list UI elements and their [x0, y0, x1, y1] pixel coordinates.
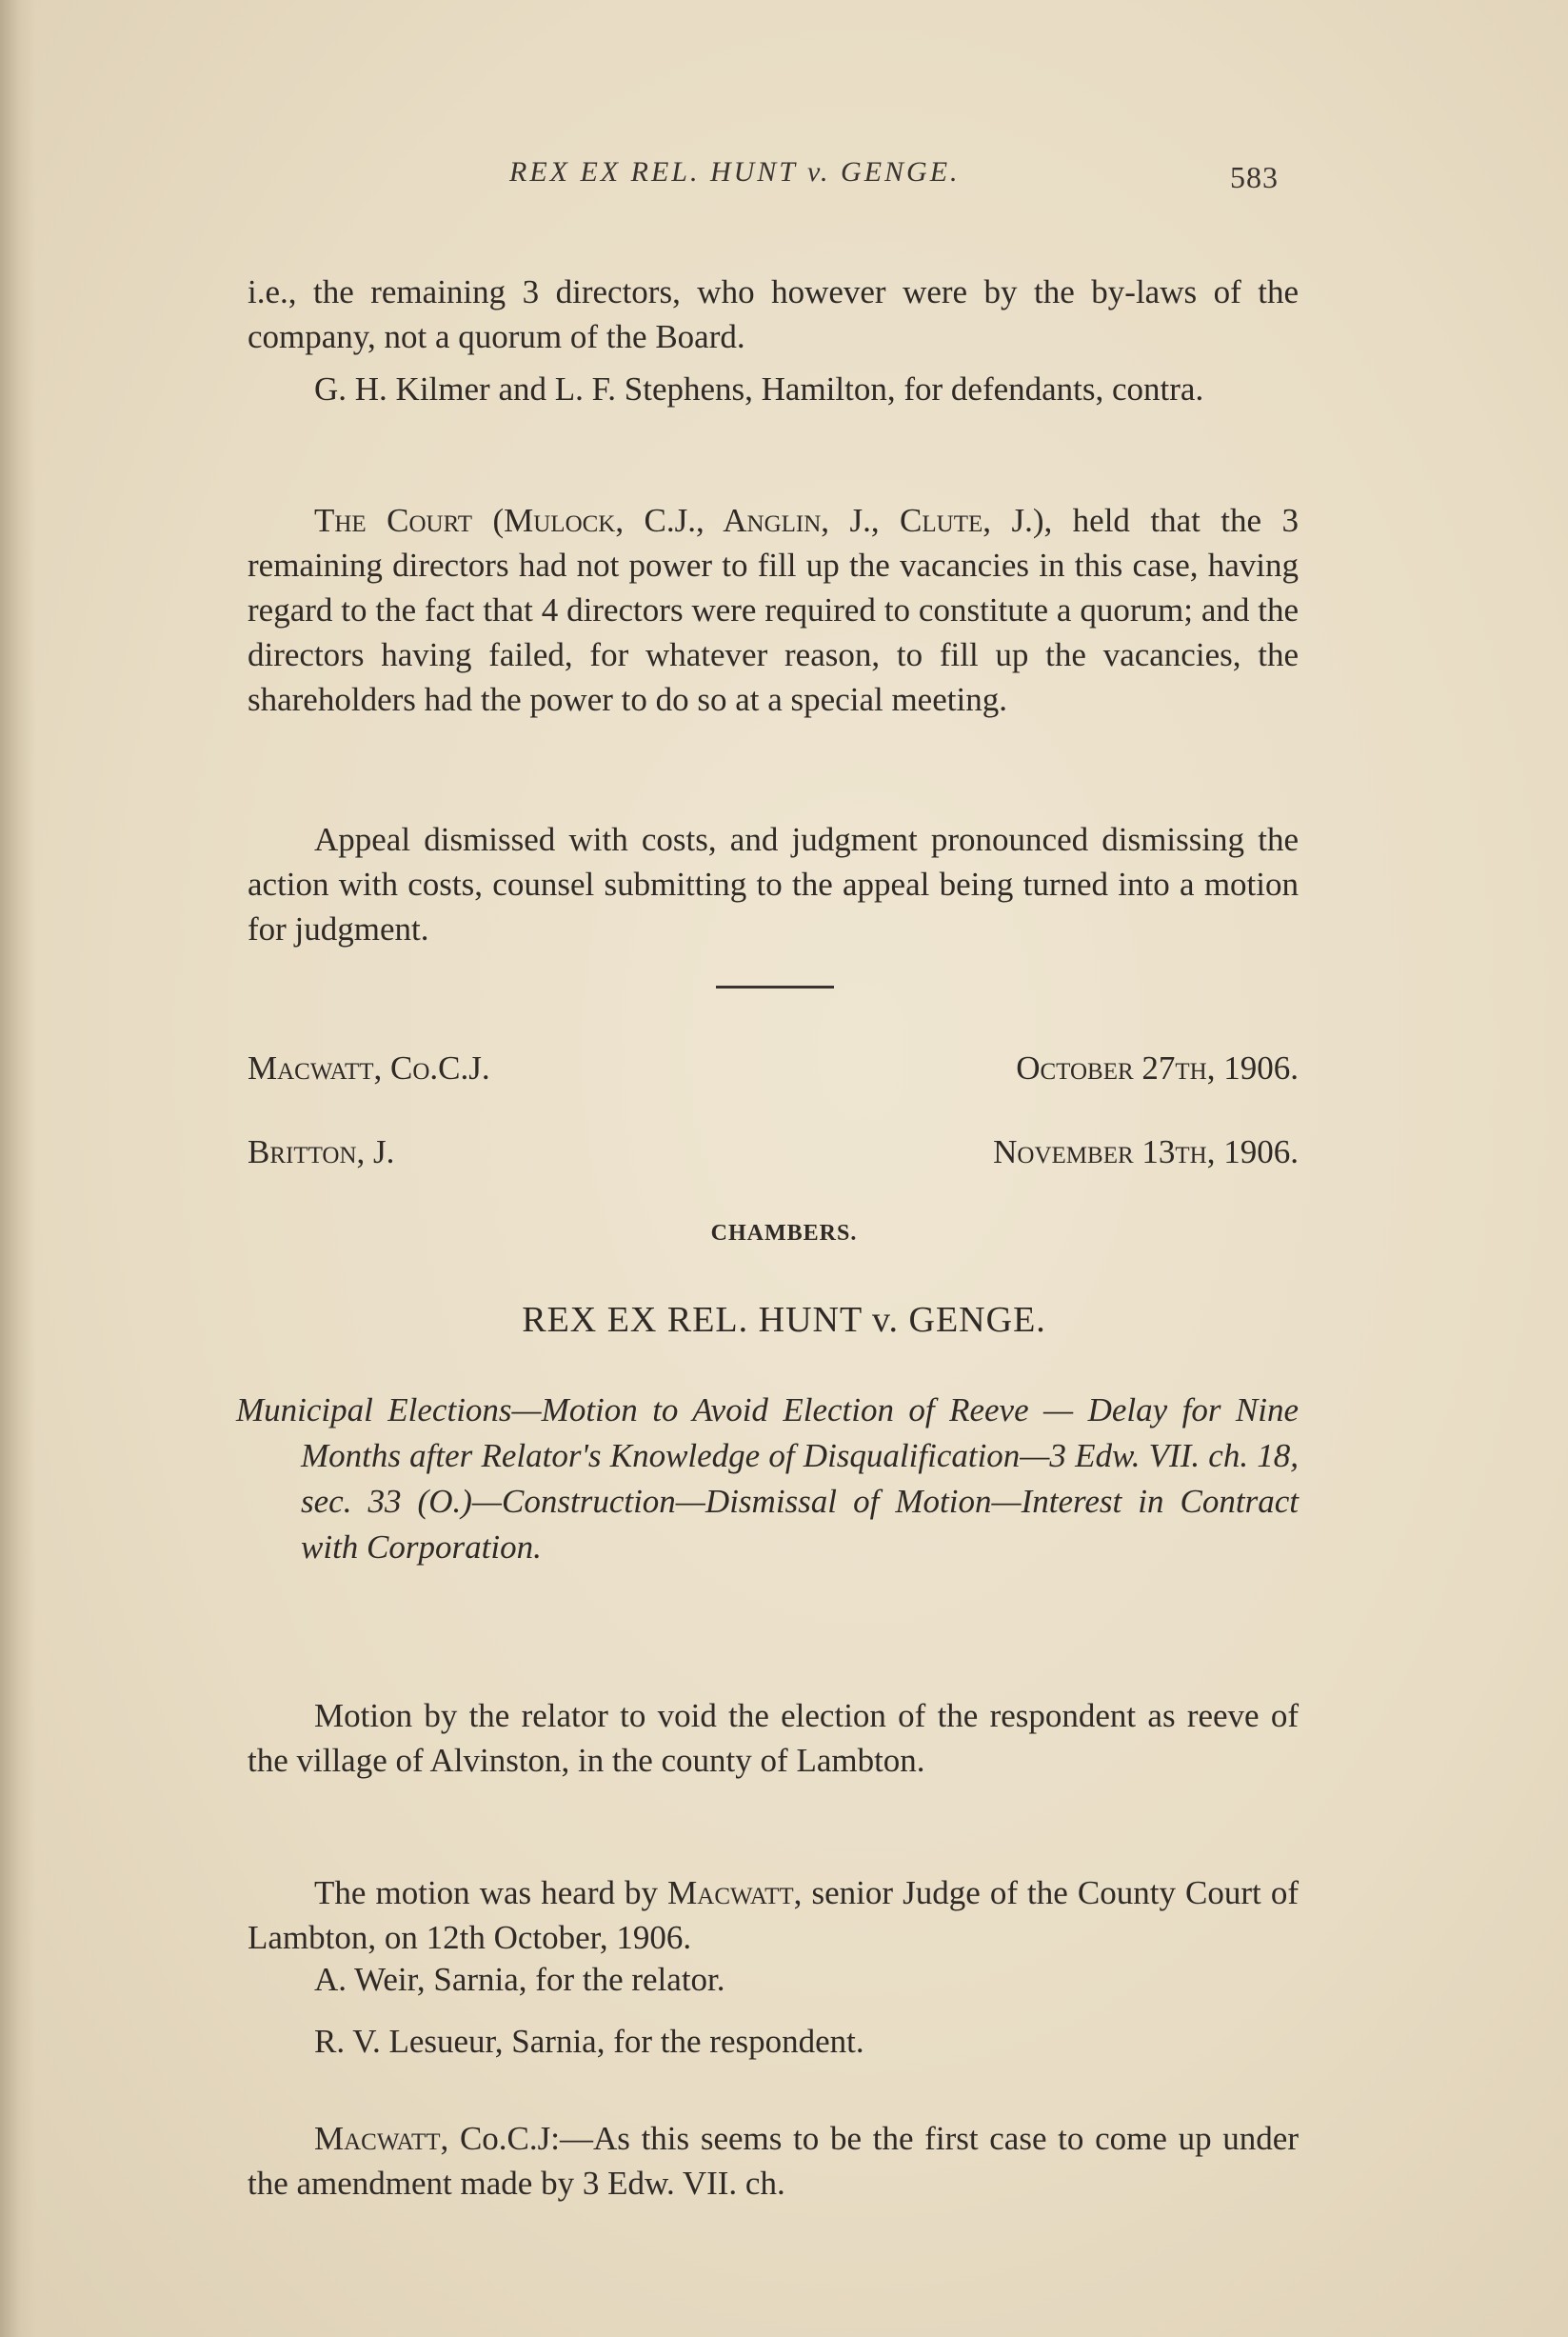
judge-name-1: Macwatt, Co.C.J.	[248, 1049, 490, 1087]
page-header	[0, 150, 1568, 198]
case-title: REX EX REL. HUNT v. GENGE.	[522, 1300, 1046, 1340]
paragraph-counsel-relator: A. Weir, Sarnia, for the relator.	[314, 1961, 725, 1998]
judge-name-2: Britton, J.	[248, 1133, 395, 1170]
page-binding-edge	[0, 0, 36, 2337]
paragraph-quorum: i.e., the remaining 3 directors, who however were by the by-laws of the company, not a quorum of the Board.	[248, 273, 1299, 355]
headnote	[236, 1388, 1299, 1570]
decision-date-1: October 27th, 1906.	[1016, 1049, 1299, 1087]
motion-heard-lead: The motion was heard by	[314, 1874, 668, 1911]
paragraph-motion-heard	[248, 1870, 1299, 1960]
motion-heard-rest: , senior Judge of the County Court of Lambton, on 12th October, 1906.	[248, 1874, 1299, 1956]
paragraph-appeal-dismissed: Appeal dismissed with costs, and judgment pronounced dismissing the action with costs, counsel submitting to the appeal being turned into a motion for judgment.	[248, 821, 1299, 948]
court-panel: The Court (Mulock, C.J., Anglin, J., Clute, J.),	[314, 502, 1053, 539]
decision-date-2: November 13th, 1906.	[993, 1133, 1299, 1170]
judge-date-line-1	[248, 1046, 1299, 1090]
judge-date-line-2	[248, 1129, 1299, 1174]
page-number: 583	[1230, 160, 1279, 194]
section-divider	[716, 986, 834, 989]
paragraph-counsel-defendants: G. H. Kilmer and L. F. Stephens, Hamilton, for defendants, contra.	[314, 370, 1204, 408]
running-head: REX EX REL. HUNT v. GENGE.	[509, 156, 961, 188]
paragraph-court-holding	[248, 498, 1299, 722]
judgment-judge-name: Macwatt	[314, 2120, 441, 2157]
paragraph-judgment-start	[248, 2116, 1299, 2206]
chambers-label: CHAMBERS.	[710, 1221, 858, 1246]
judgment-text: , Co.C.J:—As this seems to be the first case to come up under the amendment made by 3 Edw. VII. ch.	[248, 2120, 1299, 2202]
court-holding-text: held that the 3 remaining directors had not power to fill up the vacancies in this case, having regard to the fact that 4 directors were required to constitute a quorum; and the directors having failed, for whatever reason, to fill up the vacancies, the shareholders had the power to do so at a special meeting.	[248, 502, 1299, 718]
judge-name-inline: Macwatt	[667, 1874, 794, 1911]
paragraph-counsel-respondent: R. V. Lesueur, Sarnia, for the respondent.	[314, 2023, 864, 2060]
headnote-text: Municipal Elections—Motion to Avoid Election of Reeve — Delay for Nine Months after Relator's Knowledge of Disqualification—3 Edw. VII. ch. 18, sec. 33 (O.)—Construction—Dismissal of Motion—Interest in Contract with Corporation.	[236, 1391, 1299, 1566]
paragraph-motion: Motion by the relator to void the election of the respondent as reeve of the village of Alvinston, in the county of Lambton.	[248, 1697, 1299, 1779]
